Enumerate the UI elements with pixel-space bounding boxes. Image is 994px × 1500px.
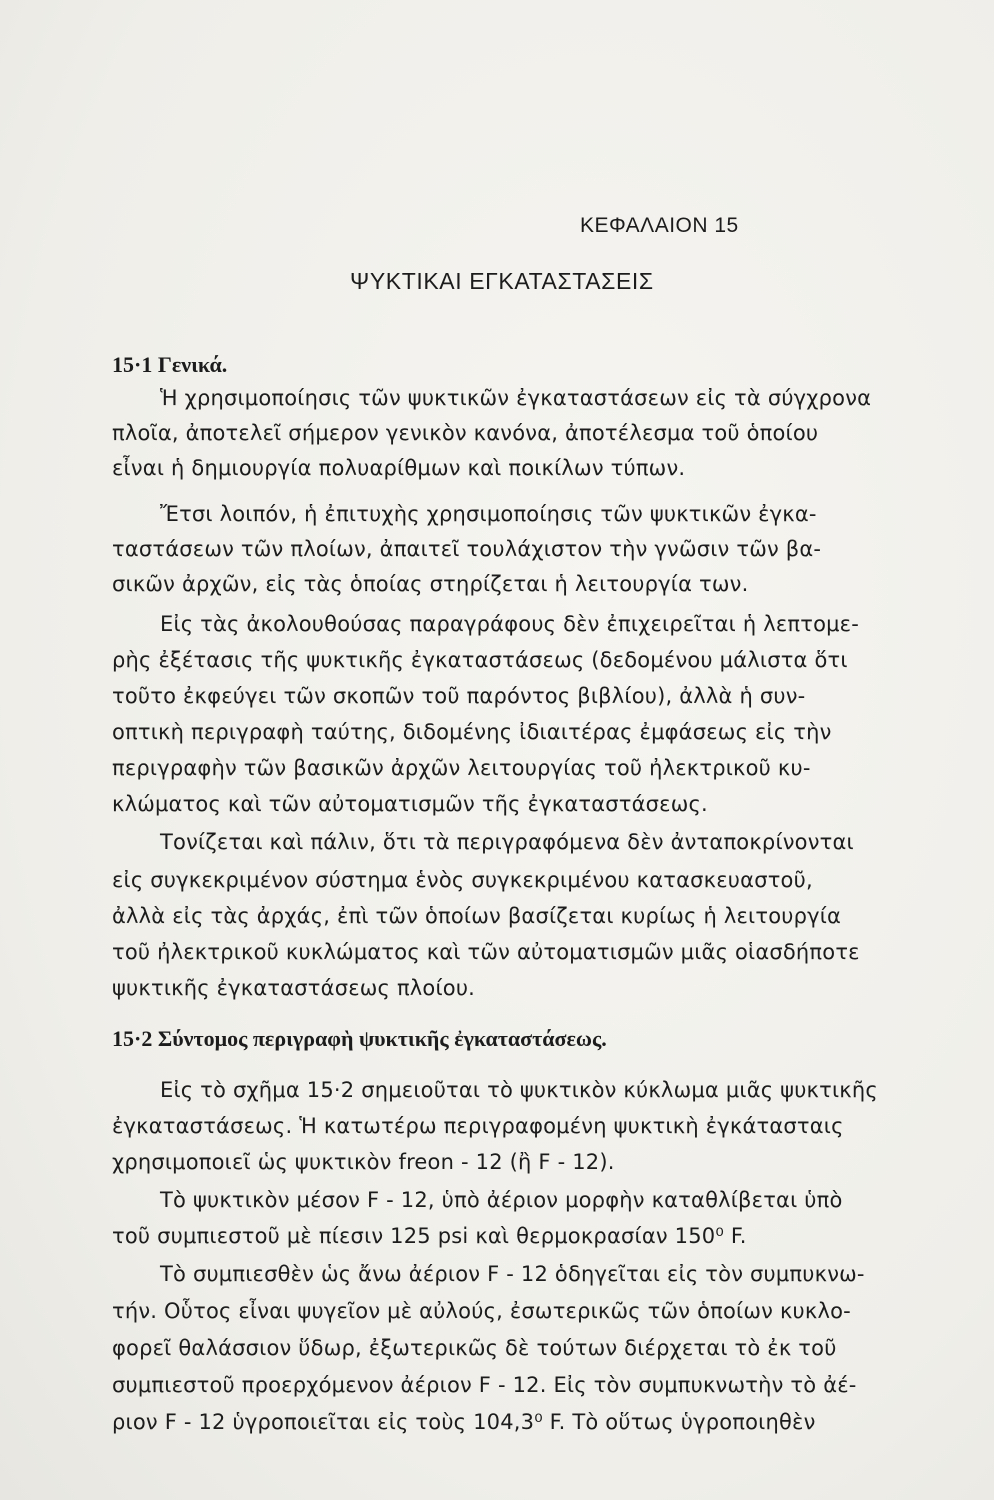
text-line: ἀλλὰ εἰς τὰς ἀρχάς, ἐπὶ τῶν ὁποίων βασίζεται κυρίως ἡ λειτουργία bbox=[112, 904, 842, 928]
chapter-title: ΨΥΚΤΙΚΑΙ ΕΓΚΑΤΑΣΤΑΣΕΙΣ bbox=[350, 268, 654, 294]
text-line: φορεῖ θαλάσσιον ὕδωρ, ἐξωτερικῶς δὲ τούτων διέρχεται τὸ ἐκ τοῦ bbox=[112, 1336, 837, 1360]
text-line: συμπιεστοῦ προερχόμενον ἀέριον F - 12. Εἰς τὸν συμπυκνωτὴν τὸ ἀέ- bbox=[112, 1373, 857, 1397]
text-line: ρὴς ἐξέτασις τῆς ψυκτικῆς ἐγκαταστάσεως (δεδομένου μάλιστα ὅτι bbox=[112, 648, 848, 672]
text-line: τοῦ ἠλεκτρικοῦ κυκλώματος καὶ τῶν αὐτοματισμῶν μιᾶς οἱασδήποτε bbox=[112, 940, 860, 964]
text-line: τήν. Οὗτος εἶναι ψυγεῖον μὲ αὐλούς, ἐσωτερικῶς τῶν ὁποίων κυκλο- bbox=[112, 1299, 851, 1323]
text-line: ταστάσεων τῶν πλοίων, ἀπαιτεῖ τουλάχιστον τὴν γνῶσιν τῶν βα- bbox=[112, 537, 822, 561]
text-line: ἐγκαταστάσεως. Ἡ κατωτέρω περιγραφομένη ψυκτικὴ ἐγκάτασταις bbox=[112, 1114, 844, 1138]
text-line: τοῦ συμπιεστοῦ μὲ πίεσιν 125 psi καὶ θερμοκρασίαν 150⁰ F. bbox=[112, 1224, 747, 1248]
text-line: κλώματος καὶ τῶν αὐτοματισμῶν τῆς ἐγκαταστάσεως. bbox=[112, 792, 708, 816]
text-line: ψυκτικῆς ἐγκαταστάσεως πλοίου. bbox=[112, 976, 476, 1000]
text-line: Εἰς τὰς ἀκολουθούσας παραγράφους δὲν ἐπιχειρεῖται ἡ λεπτομε- bbox=[160, 612, 860, 636]
text-line: Τὸ ψυκτικὸν μέσον F - 12, ὑπὸ ἀέριον μορφὴν καταθλίβεται ὑπὸ bbox=[160, 1188, 843, 1212]
text-line: εἰς συγκεκριμένον σύστημα ἑνὸς συγκεκριμένου κατασκευαστοῦ, bbox=[112, 868, 813, 892]
section-heading-description: 15·2 Σύντομος περιγραφὴ ψυκτικῆς ἐγκαταστάσεως. bbox=[112, 1026, 607, 1051]
text-line: Εἰς τὸ σχῆμα 15·2 σημειοῦται τὸ ψυκτικὸν κύκλωμα μιᾶς ψυκτικῆς bbox=[160, 1078, 878, 1102]
text-line: ριον F - 12 ὑγροποιεῖται εἰς τοὺς 104,3⁰ F. Τὸ οὕτως ὑγροποιηθὲν bbox=[112, 1410, 816, 1434]
text-line: πλοῖα, ἀποτελεῖ σήμερον γενικὸν κανόνα, ἀποτέλεσμα τοῦ ὁποίου bbox=[112, 421, 819, 445]
text-line: εἶναι ἡ δημιουργία πολυαρίθμων καὶ ποικίλων τύπων. bbox=[112, 456, 686, 480]
text-line: τοῦτο ἐκφεύγει τῶν σκοπῶν τοῦ παρόντος βιβλίου), ἀλλὰ ἡ συν- bbox=[112, 684, 806, 708]
text-line: Ἡ χρησιμοποίησις τῶν ψυκτικῶν ἐγκαταστάσεων εἰς τὰ σύγχρονα bbox=[160, 386, 872, 410]
text-line: χρησιμοποιεῖ ὡς ψυκτικὸν freon - 12 (ἢ F - 12). bbox=[112, 1150, 615, 1174]
text-line: Τὸ συμπιεσθὲν ὡς ἄνω ἀέριον F - 12 ὁδηγεῖται εἰς τὸν συμπυκνω- bbox=[160, 1262, 865, 1286]
text-line: περιγραφὴν τῶν βασικῶν ἀρχῶν λειτουργίας τοῦ ἠλεκτρικοῦ κυ- bbox=[112, 756, 811, 780]
text-line: σικῶν ἀρχῶν, εἰς τὰς ὁποίας στηρίζεται ἡ λειτουργία των. bbox=[112, 572, 749, 596]
text-line: οπτικὴ περιγραφὴ ταύτης, διδομένης ἰδιαιτέρας ἐμφάσεως εἰς τὴν bbox=[112, 720, 832, 744]
section-heading-general: 15·1 Γενικά. bbox=[112, 352, 228, 377]
chapter-label: ΚΕΦΑΛΑΙΟΝ 15 bbox=[580, 214, 739, 237]
text-line: Τονίζεται καὶ πάλιν, ὅτι τὰ περιγραφόμενα δὲν ἀνταποκρίνονται bbox=[160, 830, 854, 854]
text-line: Ἔτσι λοιπόν, ἡ ἐπιτυχὴς χρησιμοποίησις τῶν ψυκτικῶν ἐγκα- bbox=[160, 502, 817, 526]
